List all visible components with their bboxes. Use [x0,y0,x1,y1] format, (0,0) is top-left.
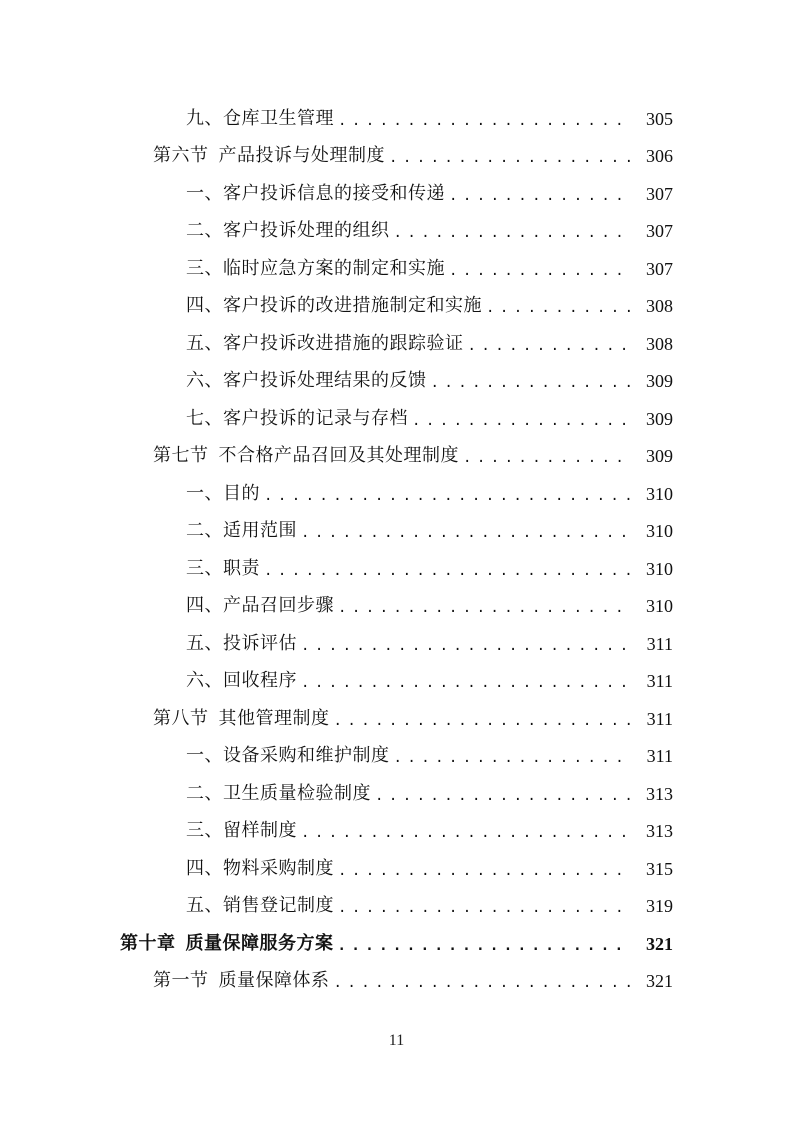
toc-entry-number: 一、 [186,482,223,504]
toc-entry-page: 310 [646,483,673,504]
toc-entry-page: 309 [646,446,673,467]
toc-entry-label [186,821,297,841]
toc-entry-title: 回收程序 [223,670,297,692]
toc-entry-title: 产品投诉与处理制度 [218,145,385,167]
toc-dot-leader [338,898,631,918]
toc-entry-label [153,446,459,466]
toc-dot-leader [338,936,632,956]
toc-entry-label [186,784,371,804]
toc-dot-leader [463,448,631,468]
toc-dot-leader [301,636,631,656]
toc-dot-leader [338,861,631,881]
toc-subsection-entry[interactable] [0,100,793,138]
toc-entry-page: 321 [646,971,673,992]
toc-dot-leader [301,823,631,843]
toc-dot-leader [338,598,631,618]
toc-dot-leader [334,711,632,731]
toc-entry-number: 三、 [186,257,223,279]
toc-subsection-entry[interactable] [0,400,793,438]
page-number: 11 [388,1032,405,1049]
toc-entry-page: 315 [646,858,673,879]
toc-subsection-entry[interactable] [0,325,793,363]
toc-entry-label [153,709,330,729]
toc-entry-number: 第八节 [153,707,209,729]
toc-entry-title: 产品召回步骤 [223,595,334,617]
toc-entry-page: 308 [646,296,673,317]
table-of-contents [0,100,793,1000]
toc-entry-page: 319 [646,896,673,917]
toc-entry-title: 卫生质量检验制度 [223,782,371,804]
toc-dot-leader [468,336,632,356]
toc-subsection-entry[interactable] [0,213,793,251]
toc-section-entry[interactable] [0,700,793,738]
toc-entry-title: 客户投诉的记录与存档 [223,407,408,429]
toc-entry-page: 310 [646,596,673,617]
toc-dot-leader [486,298,631,318]
toc-entry-title: 目的 [223,482,260,504]
toc-dot-leader [449,261,631,281]
toc-entry-page: 307 [646,258,673,279]
toc-dot-leader [301,673,631,693]
toc-entry-title: 仓库卫生管理 [223,107,334,129]
toc-subsection-entry[interactable] [0,288,793,326]
toc-entry-page: 310 [646,521,673,542]
toc-subsection-entry[interactable] [0,588,793,626]
toc-entry-page: 309 [646,371,673,392]
toc-dot-leader [449,186,631,206]
toc-dot-leader [431,373,632,393]
toc-entry-page: 311 [646,633,673,654]
toc-dot-leader [394,748,632,768]
toc-entry-number: 六、 [186,370,223,392]
toc-entry-title: 留样制度 [223,820,297,842]
toc-entry-page: 307 [646,183,673,204]
toc-entry-page: 313 [646,783,673,804]
toc-entry-page: 306 [646,146,673,167]
toc-entry-label [186,671,297,691]
toc-entry-number: 九、 [186,107,223,129]
toc-entry-title: 销售登记制度 [223,895,334,917]
toc-subsection-entry[interactable] [0,475,793,513]
toc-entry-page: 311 [646,671,673,692]
toc-entry-title: 质量保障体系 [218,970,330,992]
toc-subsection-entry[interactable] [0,363,793,401]
toc-entry-page: 309 [646,408,673,429]
toc-subsection-entry[interactable] [0,850,793,888]
toc-subsection-entry[interactable] [0,175,793,213]
toc-entry-title: 物料采购制度 [223,857,334,879]
toc-entry-number: 二、 [186,782,223,804]
toc-subsection-entry[interactable] [0,813,793,851]
toc-entry-number: 一、 [186,745,223,767]
toc-dot-leader [412,411,631,431]
toc-entry-label [186,184,445,204]
toc-entry-page: 310 [646,558,673,579]
toc-dot-leader [264,561,631,581]
toc-subsection-entry[interactable] [0,888,793,926]
toc-dot-leader [301,523,631,543]
toc-dot-leader [394,223,632,243]
toc-entry-label [186,409,408,429]
toc-entry-title: 职责 [223,557,260,579]
toc-dot-leader [264,486,631,506]
toc-entry-label [186,559,260,579]
toc-entry-number: 一、 [186,182,223,204]
toc-section-entry[interactable] [0,438,793,476]
toc-entry-label [186,221,390,241]
toc-entry-title: 临时应急方案的制定和实施 [223,257,445,279]
toc-entry-number: 五、 [186,895,223,917]
toc-entry-label [186,484,260,504]
toc-entry-page: 307 [646,221,673,242]
toc-entry-page: 321 [646,933,673,954]
toc-entry-page: 308 [646,333,673,354]
toc-subsection-entry[interactable] [0,550,793,588]
toc-entry-title: 投诉评估 [223,632,297,654]
toc-entry-label [153,971,330,991]
toc-entry-title: 适用范围 [223,520,297,542]
toc-entry-title: 设备采购和维护制度 [223,745,390,767]
toc-subsection-entry[interactable] [0,250,793,288]
toc-entry-title: 客户投诉处理结果的反馈 [223,370,427,392]
toc-entry-number: 二、 [186,520,223,542]
toc-entry-title: 客户投诉的改进措施制定和实施 [223,295,482,317]
toc-subsection-entry[interactable] [0,738,793,776]
toc-entry-label [186,746,390,766]
toc-dot-leader [334,973,632,993]
toc-entry-label [186,896,334,916]
toc-entry-number: 第十章 [120,932,176,954]
toc-subsection-entry[interactable] [0,513,793,551]
toc-entry-number: 四、 [186,295,223,317]
toc-subsection-entry[interactable] [0,775,793,813]
toc-entry-title: 不合格产品召回及其处理制度 [218,445,459,467]
toc-dot-leader [338,111,631,131]
toc-entry-title: 客户投诉改进措施的跟踪验证 [223,332,464,354]
toc-entry-page: 305 [646,108,673,129]
toc-section-entry[interactable] [0,963,793,1001]
toc-entry-page: 311 [646,746,673,767]
toc-subsection-entry[interactable] [0,663,793,701]
toc-entry-label [120,934,334,954]
toc-entry-title: 其他管理制度 [218,707,330,729]
toc-entry-number: 五、 [186,332,223,354]
toc-entry-label [186,109,334,129]
toc-entry-number: 五、 [186,632,223,654]
toc-entry-number: 三、 [186,820,223,842]
toc-entry-number: 六、 [186,670,223,692]
toc-entry-number: 四、 [186,857,223,879]
toc-entry-number: 第七节 [153,445,209,467]
toc-entry-label [186,859,334,879]
toc-section-entry[interactable] [0,138,793,176]
toc-entry-label [153,146,385,166]
toc-dot-leader [389,148,631,168]
toc-entry-label [186,596,334,616]
toc-subsection-entry[interactable] [0,625,793,663]
toc-entry-page: 311 [646,708,673,729]
toc-entry-label [186,334,464,354]
toc-entry-title: 质量保障服务方案 [185,932,334,954]
toc-entry-number: 三、 [186,557,223,579]
toc-entry-title: 客户投诉处理的组织 [223,220,390,242]
toc-entry-page: 313 [646,821,673,842]
toc-chapter-entry[interactable] [0,925,793,963]
toc-entry-label [186,371,427,391]
toc-entry-number: 四、 [186,595,223,617]
toc-entry-title: 客户投诉信息的接受和传递 [223,182,445,204]
toc-entry-label [186,296,482,316]
toc-entry-number: 二、 [186,220,223,242]
toc-dot-leader [375,786,631,806]
toc-entry-label [186,521,297,541]
toc-entry-number: 第一节 [153,970,209,992]
toc-entry-number: 第六节 [153,145,209,167]
toc-entry-label [186,259,445,279]
toc-entry-label [186,634,297,654]
toc-entry-number: 七、 [186,407,223,429]
